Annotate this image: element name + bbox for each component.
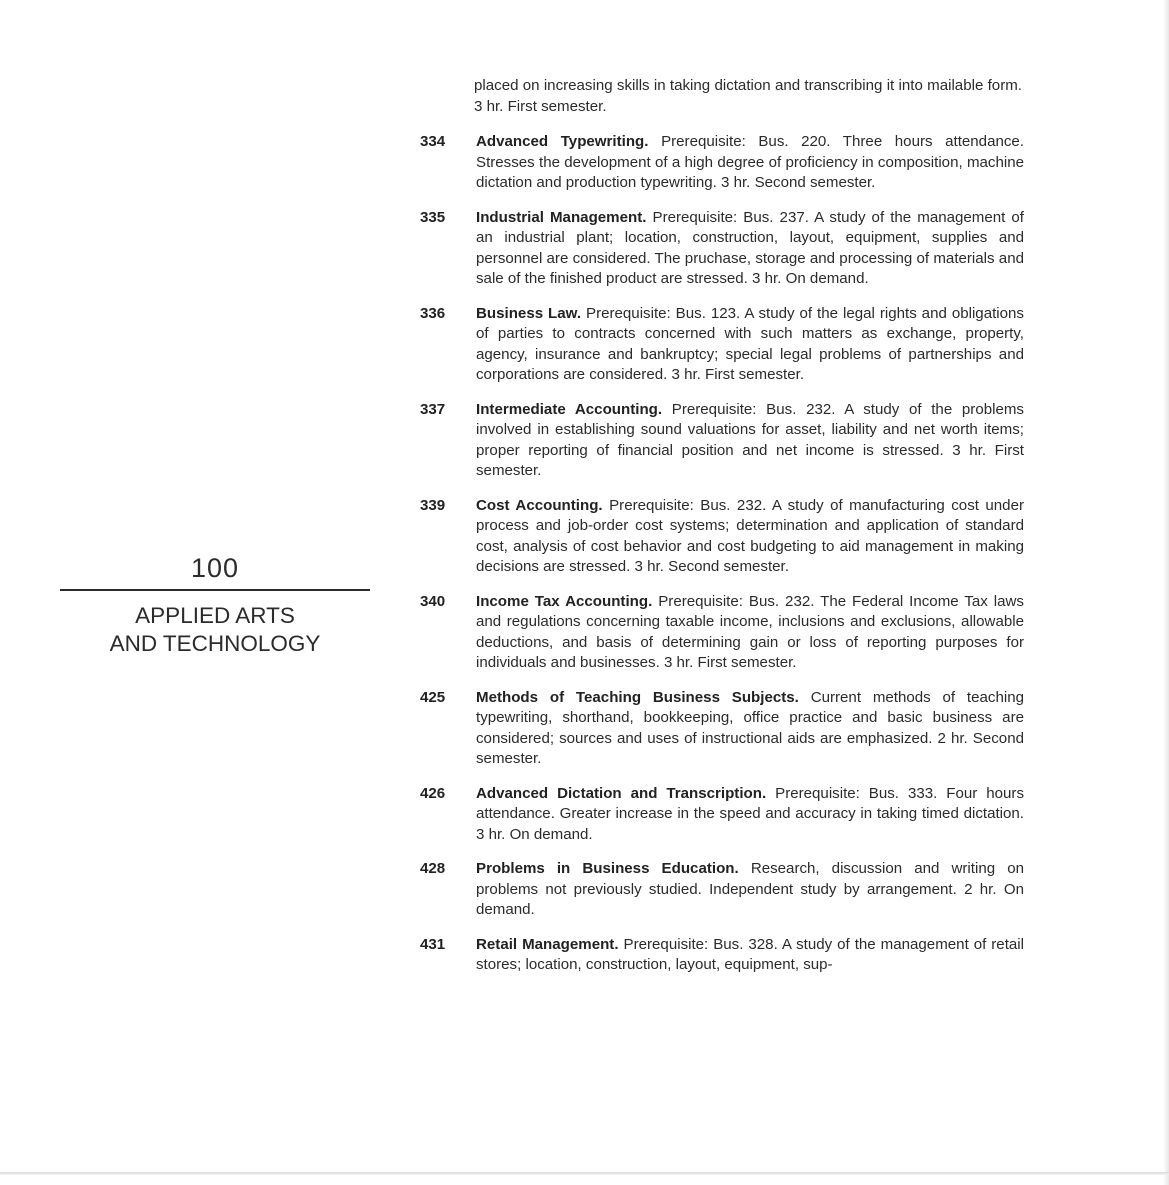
course-title: Retail Management. [476, 935, 619, 953]
course-entry [414, 400, 1024, 482]
course-title: Industrial Management. [476, 208, 647, 226]
course-text [476, 592, 1024, 674]
course-number: 336 [420, 304, 446, 322]
section-title-line-1: APPLIED ARTS [135, 603, 295, 628]
course-title: Advanced Dictation and Transcription. [476, 784, 767, 802]
course-text [476, 132, 1024, 194]
course-entry [414, 208, 1024, 290]
course-entry [414, 132, 1024, 194]
course-entry [414, 592, 1024, 674]
course-description: Current methods of teaching typewriting, shorthand, bookkeeping, office practice and basic business are considered; sources and uses of instructional aids are emphasized. 2 hr. Second semester. [476, 688, 1024, 767]
section-title-line-2: AND TECHNOLOGY [109, 631, 321, 656]
course-title: Problems in Business Education. [476, 860, 739, 877]
course-number: 334 [420, 133, 446, 150]
course-number: 431 [420, 935, 446, 953]
course-number: 425 [420, 688, 446, 706]
course-entry [414, 935, 1024, 976]
course-entry [414, 304, 1024, 386]
course-description: Prerequisite: Bus. 123. A study of the legal rights and obligations of parties to contracts concerned with such matters as exchange, property, agency, insurance and bankruptcy; special legal problems of partnerships and corporations are considered. 3 hr. First semester. [476, 304, 1024, 383]
course-entry [414, 688, 1024, 770]
page-number: 100 [190, 553, 240, 583]
course-title: Methods of Teaching Business Subjects. [476, 688, 799, 706]
course-entry [414, 784, 1024, 846]
side-heading-rule [60, 589, 370, 591]
course-description: Prerequisite: Bus. 237. A study of the management of an industrial plant; location, construction, layout, equipment, supplies and personnel are considered. The pruchase, storage and processing of materials and sale of the finished product are stressed. 3 hr. On demand. [476, 208, 1024, 287]
course-text [476, 400, 1024, 482]
course-text [476, 496, 1024, 578]
page-bottom-edge [0, 1172, 1169, 1175]
course-title: Business Law. [476, 304, 582, 322]
course-description: Prerequisite: Bus. 232. A study of the problems involved in establishing sound valuations for asset, liability and net worth items; proper reporting of financial position and net income is stressed. 3 hr. First semester. [476, 400, 1024, 479]
course-number: 426 [420, 784, 446, 802]
course-text [476, 304, 1024, 386]
course-number: 337 [420, 400, 446, 418]
course-description: Prerequisite: Bus. 333. Four hours attendance. Greater increase in the speed and accuracy in taking timed dictation. 3 hr. On demand. [476, 784, 1024, 843]
course-list [414, 76, 1024, 990]
course-number: 335 [420, 208, 446, 226]
course-description: Prerequisite: Bus. 220. Three hours attendance. Stresses the development of a high degree of proficiency in composition, machine dictation and production typewriting. 3 hr. Second semester. [476, 133, 1024, 191]
side-heading [60, 553, 370, 658]
section-title [60, 602, 370, 658]
page-edge-shadow [1163, 0, 1169, 1185]
course-title: Intermediate Accounting. [476, 400, 663, 418]
course-text [476, 935, 1024, 976]
course-description: Prerequisite: Bus. 328. A study of the management of retail stores; location, construction, layout, equipment, sup- [476, 935, 1025, 973]
course-text [476, 208, 1024, 290]
course-number: 428 [420, 860, 446, 877]
course-title: Advanced Typewriting. [476, 133, 649, 150]
course-number: 339 [420, 496, 446, 514]
course-title: Cost Accounting. [476, 496, 603, 514]
course-entry [414, 496, 1024, 578]
continued-description: placed on increasing skills in taking dictation and transcribing it into mailable form. 3 hr. First semester. [474, 77, 1022, 115]
course-entry [414, 859, 1024, 921]
course-description: Prerequisite: Bus. 232. The Federal Income Tax laws and regulations concerning taxable income, inclusions and exclusions, allowable deductions, and basis of determining gain or loss of reporting purposes for individuals and businesses. 3 hr. First semester. [476, 592, 1024, 671]
course-text [476, 688, 1024, 770]
course-text [476, 784, 1024, 846]
course-description: Research, discussion and writing on problems not previously studied. Independent study by arrangement. 2 hr. On demand. [476, 860, 1024, 918]
course-text [476, 859, 1024, 921]
course-title: Income Tax Accounting. [476, 592, 653, 610]
course-description: Prerequisite: Bus. 232. A study of manufacturing cost under process and job-order cost systems; determination and application of standard cost, analysis of cost behavior and cost budgeting to aid management in making decisions are stressed. 3 hr. Second semester. [476, 496, 1024, 575]
course-number: 340 [420, 592, 446, 610]
